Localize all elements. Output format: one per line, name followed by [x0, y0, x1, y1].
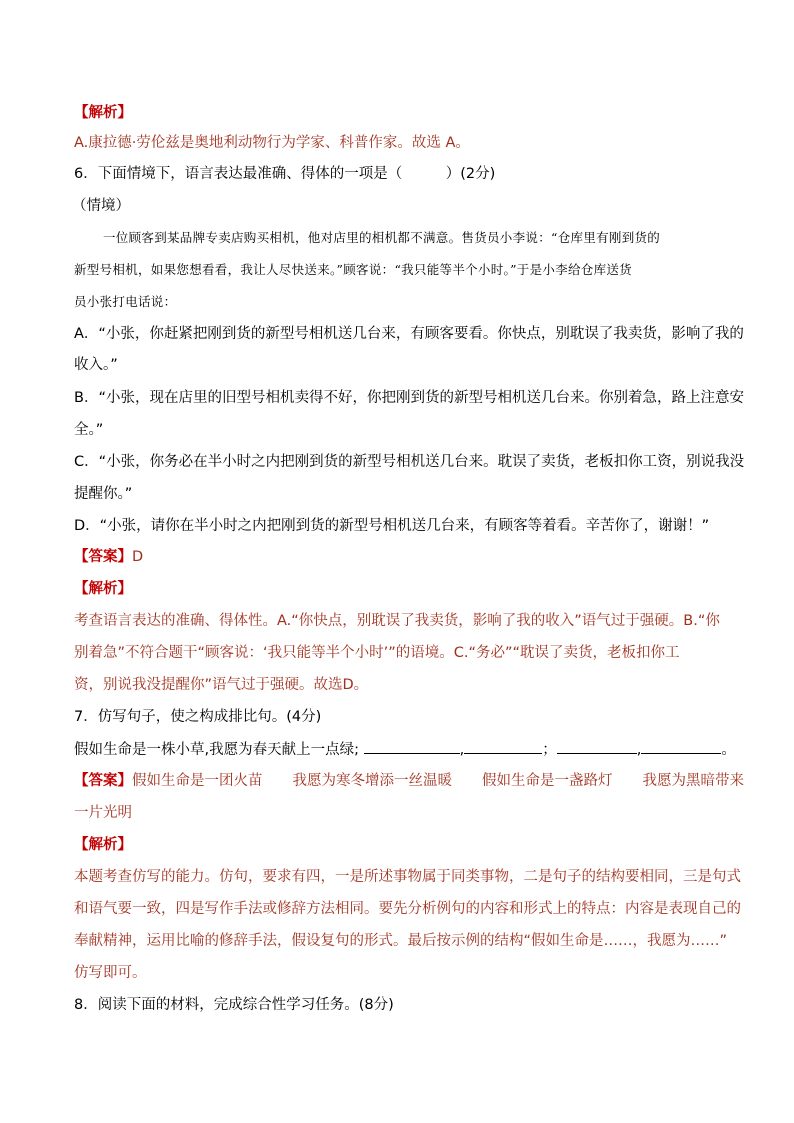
q7-prompt	[74, 739, 736, 760]
q7-answer-part-4: 我愿为黑暗带来	[642, 773, 744, 789]
q6-analysis-line-2: 别着急”不符合题干“顾客说：‘我只能等半个小时’”的语境。C.“务必”“耽误了卖货，老板扣你工	[74, 645, 680, 661]
q7-blank-3[interactable]	[557, 739, 637, 754]
q6-scenario-line-2: 新型号相机，如果您想看看，我让人尽快送来。”顾客说：“我只能等半个小时。”于是小李给仓库送货	[74, 262, 632, 277]
q7-analysis-line-1: 本题考查仿写的能力。仿句，要求有四，一是所述事物属于同类事物，二是句子的结构要相同，三是句式	[74, 869, 741, 885]
q5-analysis-label: 【解析】	[74, 105, 132, 121]
q6-option-d: D．“小张，请你在半小时之内把刚到货的新型号相机送几台来，有顾客等着看。辛苦你了，谢谢！”	[74, 518, 710, 534]
q6-option-b-line-1: B．“小张，现在店里的旧型号相机卖得不好，你把刚到货的新型号相机送几台来。你别着急，路上注意安	[74, 390, 744, 406]
q7-analysis-label: 【解析】	[74, 837, 132, 853]
q7-prompt-text: 假如生命是一株小草,我愿为春天献上一点绿;	[74, 742, 359, 758]
q7-blank-2[interactable]	[464, 739, 542, 754]
q7-analysis-line-4: 仿写即可。	[74, 965, 147, 981]
q7-answer-part-2: 我愿为寒冬增添一丝温暖	[292, 773, 452, 789]
q7-analysis-line-2: 和语气要一致，四是写作手法或修辞方法相同。要先分析例句的内容和形式上的特点：内容是表现自己的	[74, 901, 741, 917]
q7-sep-comma-1: ,	[459, 742, 465, 758]
q6-option-c-line-1: C．“小张，你务必在半小时之内把刚到货的新型号相机送几台来。耽误了卖货，老板扣你工资，别说我没	[74, 454, 745, 470]
q6-answer-value: D	[132, 549, 144, 565]
q5-analysis-text: A.康拉德·劳伦兹是奥地利动物行为学家、科普作家。故选 A。	[74, 135, 470, 151]
q7-blank-1[interactable]	[364, 739, 460, 754]
q7-answer-part-1: 假如生命是一团火苗	[132, 773, 263, 789]
q7-sep-comma-2: ,	[636, 742, 642, 758]
q7-analysis-line-3: 奉献精神，运用比喻的修辞手法，假设复句的形式。最后按示例的结构“假如生命是……，我愿为……”	[74, 933, 728, 949]
q6-option-b-line-2: 全。”	[74, 422, 104, 438]
q7-answer	[74, 771, 744, 791]
q7-sep-semicolon: ；	[542, 742, 557, 758]
q6-option-a-line-1: A．“小张，你赶紧把刚到货的新型号相机送几台来，有顾客要看。你快点，别耽误了我卖货，影响了我的	[74, 326, 744, 342]
q6-analysis-label: 【解析】	[74, 581, 132, 597]
q7-end-period: 。	[721, 742, 736, 758]
q7-answer-line-2: 一片光明	[74, 805, 132, 821]
q8-stem: 8．阅读下面的材料，完成综合性学习任务。(8分)	[74, 997, 394, 1013]
q6-answer-label: 【答案】	[74, 549, 132, 565]
q7-answer-part-3: 假如生命是一盏路灯	[482, 773, 613, 789]
q6-scenario-line-1: 一位顾客到某品牌专卖店购买相机，他对店里的相机都不满意。售货员小李说：“仓库里有刚到货的	[103, 230, 661, 245]
q6-scenario-line-3: 员小张打电话说：	[74, 294, 177, 309]
q6-stem: 6．下面情境下，语言表达最准确、得体的一项是（ ）(2分)	[74, 166, 496, 182]
q6-answer	[74, 547, 143, 567]
q7-answer-label: 【答案】	[74, 773, 132, 789]
q6-option-c-line-2: 提醒你。”	[74, 486, 133, 502]
q7-blank-4[interactable]	[641, 739, 721, 754]
q6-situation-label: （情境）	[72, 198, 130, 214]
q6-option-a-line-2: 收入。”	[74, 357, 118, 373]
q7-stem: 7．仿写句子，使之构成排比句。(4分)	[74, 709, 322, 725]
q6-analysis-line-1: 考查语言表达的准确、得体性。A.“你快点，别耽误了我卖货，影响了我的收入”语气过于强硬。B.“你	[74, 613, 720, 629]
q6-analysis-line-3: 资，别说我没提醒你”语气过于强硬。故选D。	[74, 677, 369, 693]
